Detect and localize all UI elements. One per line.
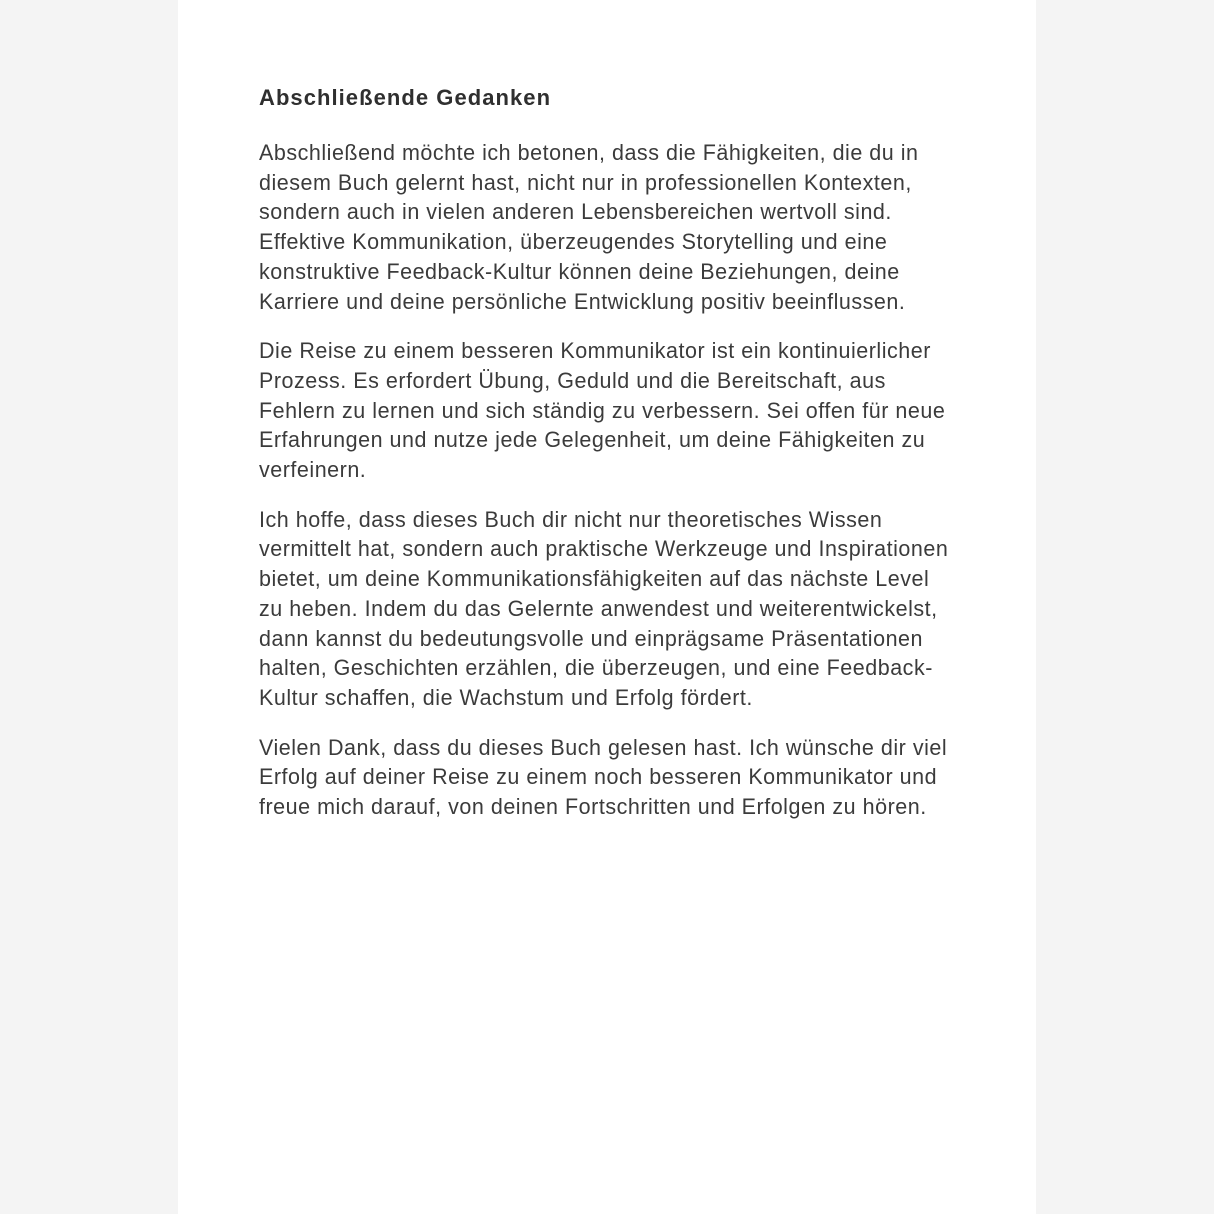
page-content xyxy=(259,84,956,822)
body-paragraph-2: Die Reise zu einem besseren Kommunikator ist ein kontinuierlicher Prozess. Es erfordert Übung, Geduld und die Bereitschaft, aus Fehlern zu lernen und sich ständig zu verbessern. Sei offen für neue Erfahrungen und nutze jede Gelegenheit, um deine Fähigkeiten zu verfeinern. xyxy=(259,338,952,483)
body-paragraph-4: Vielen Dank, dass du dieses Buch gelesen hast. Ich wünsche dir viel Erfolg auf deiner Reise zu einem noch besseren Kommunikator und freue mich darauf, von deinen Fortschritten und Erfolgen zu hören. xyxy=(259,734,954,820)
body-paragraph-3: Ich hoffe, dass dieses Buch dir nicht nur theoretisches Wissen vermittelt hat, sondern auch praktische Werkzeuge und Inspirationen bietet, um deine Kommunikationsfähigkeiten auf das nächste Level zu heben. Indem du das Gelernte anwendest und weiterentwickelst, dann kannst du bedeutungsvolle und einprägsame Präsentationen halten, Geschichten erzählen, die überzeugen, und eine Feedback-Kultur schaffen, die Wachstum und Erfolg fördert. xyxy=(259,506,955,710)
document-page xyxy=(178,0,1036,1214)
body-paragraph-1: Abschließend möchte ich betonen, dass die Fähigkeiten, die du in diesem Buch gelernt hast, nicht nur in professionellen Kontexten, sondern auch in vielen anderen Lebensbereichen wertvoll sind. Effektive Kommunikation, überzeugendes Storytelling und eine konstruktive Feedback-Kultur können deine Beziehungen, deine Karriere und deine persönliche Entwicklung positiv beeinflussen. xyxy=(259,140,926,314)
page-title: Abschließende Gedanken xyxy=(259,85,552,110)
